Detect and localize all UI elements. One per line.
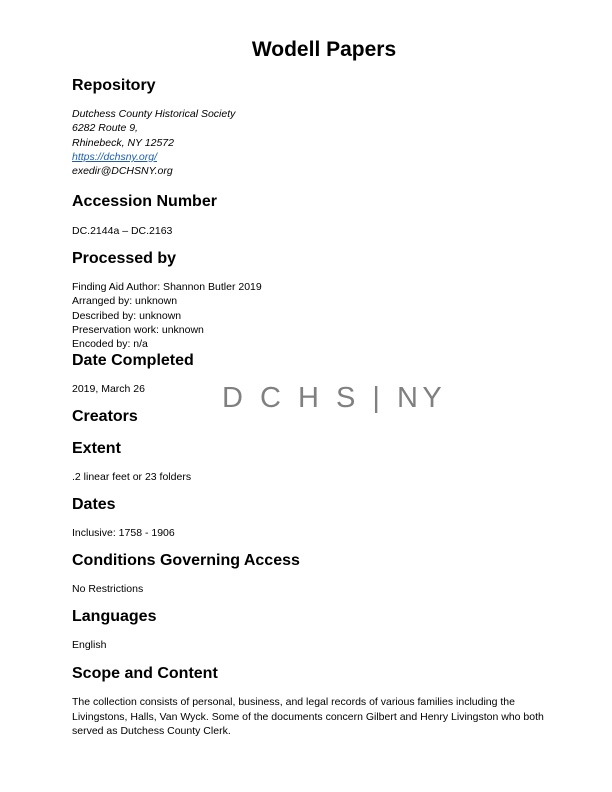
date-completed-heading: Date Completed (72, 352, 194, 369)
scope-heading: Scope and Content (72, 665, 218, 682)
scope-content: The collection consists of personal, business, and legal records of various families including the Livingstons, Halls, Van Wyck. Some of the documents concern Gilbert and Henry Livingston who both served as Dutchess County Clerk. (72, 696, 544, 738)
dates-heading: Dates (72, 496, 116, 513)
repository-email: exedir@DCHSNY.org (72, 165, 173, 178)
creators-heading: Creators (72, 408, 138, 425)
accession-number: DC.2144a – DC.2163 (72, 225, 173, 237)
repository-heading: Repository (72, 77, 156, 94)
finding-aid-author: Finding Aid Author: Shannon Butler 2019 (72, 281, 262, 293)
language: English (72, 639, 107, 651)
extent-value (72, 470, 191, 484)
languages-value (72, 638, 106, 652)
dates-inclusive: Inclusive: 1758 - 1906 (72, 527, 175, 539)
document-title: Wodell Papers (251, 38, 397, 61)
processed-details (72, 280, 262, 351)
repository-name: Dutchess County Historical Society (72, 108, 236, 120)
processed-heading: Processed by (72, 250, 177, 267)
repository-address (72, 107, 235, 178)
dates-value (72, 526, 175, 540)
repository-website-link[interactable]: https://dchsny.org/ (72, 150, 158, 163)
extent: .2 linear feet or 23 folders (72, 471, 192, 483)
repository-city: Rhinebeck, NY 12572 (72, 136, 174, 149)
languages-heading: Languages (72, 608, 157, 625)
preservation-work: Preservation work: unknown (72, 323, 204, 336)
date-completed-value (72, 382, 145, 396)
dchs-watermark: D C H S | NY (222, 382, 447, 414)
encoded-by: Encoded by: n/a (72, 338, 148, 351)
arranged-by: Arranged by: unknown (72, 295, 178, 308)
access-conditions: No Restrictions (72, 583, 144, 595)
date-completed: 2019, March 26 (72, 383, 145, 395)
described-by: Described by: unknown (72, 309, 182, 322)
access-heading: Conditions Governing Access (72, 552, 300, 569)
extent-heading: Extent (72, 440, 121, 457)
accession-heading: Accession Number (72, 193, 217, 210)
accession-value (72, 224, 172, 238)
repository-street: 6282 Route 9, (72, 122, 138, 135)
access-value (72, 582, 143, 596)
